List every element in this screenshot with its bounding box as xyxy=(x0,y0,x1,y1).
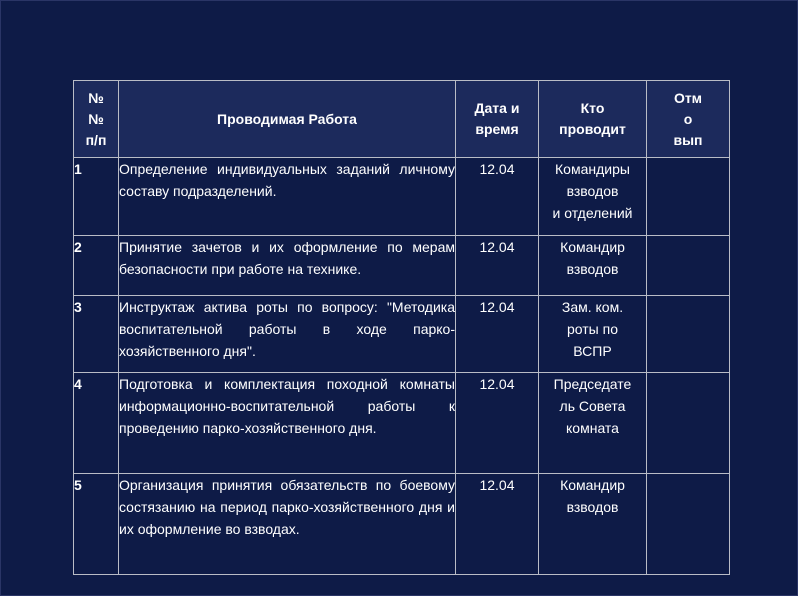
row-task: Принятие зачетов и их оформление по мерам безопасности при работе на технике. xyxy=(119,236,456,296)
row-date: 12.04 xyxy=(456,474,539,575)
row-mark xyxy=(647,373,730,474)
row-mark xyxy=(647,296,730,373)
work-plan-table xyxy=(73,80,730,575)
row-task: Организация принятия обязательств по боевому состязанию на период парко-хозяйственного дня и их оформление во взводах. xyxy=(119,474,456,575)
row-mark xyxy=(647,236,730,296)
header-number: № № п/п xyxy=(74,81,119,158)
row-task: Инструктаж актива роты по вопросу: "Методика воспитательной работы в ходе парко-хозяйственного дня". xyxy=(119,296,456,373)
header-task: Проводимая Работа xyxy=(119,81,456,158)
row-responsible: Командиры взводов и отделений xyxy=(539,158,647,236)
row-task: Подготовка и комплектация походной комнаты информационно-воспитательной работы к проведению парко-хозяйственного дня. xyxy=(119,373,456,474)
table-row xyxy=(74,236,730,296)
table-header-row xyxy=(74,81,730,158)
row-responsible: Командир взводов xyxy=(539,236,647,296)
row-number: 2 xyxy=(74,236,119,296)
table-row xyxy=(74,296,730,373)
row-date: 12.04 xyxy=(456,296,539,373)
row-number: 3 xyxy=(74,296,119,373)
row-number: 4 xyxy=(74,373,119,474)
row-number: 1 xyxy=(74,158,119,236)
header-date: Дата и время xyxy=(456,81,539,158)
row-mark xyxy=(647,158,730,236)
row-date: 12.04 xyxy=(456,236,539,296)
table-row xyxy=(74,158,730,236)
row-responsible: Зам. ком. роты по ВСПР xyxy=(539,296,647,373)
row-responsible: Председате ль Совета комната xyxy=(539,373,647,474)
row-date: 12.04 xyxy=(456,158,539,236)
table-row xyxy=(74,373,730,474)
row-task: Определение индивидуальных заданий личному составу подразделений. xyxy=(119,158,456,236)
table-row xyxy=(74,474,730,575)
row-date: 12.04 xyxy=(456,373,539,474)
row-mark xyxy=(647,474,730,575)
row-responsible: Командир взводов xyxy=(539,474,647,575)
row-number: 5 xyxy=(74,474,119,575)
header-responsible: Кто проводит xyxy=(539,81,647,158)
header-mark: Отм о вып xyxy=(647,81,730,158)
